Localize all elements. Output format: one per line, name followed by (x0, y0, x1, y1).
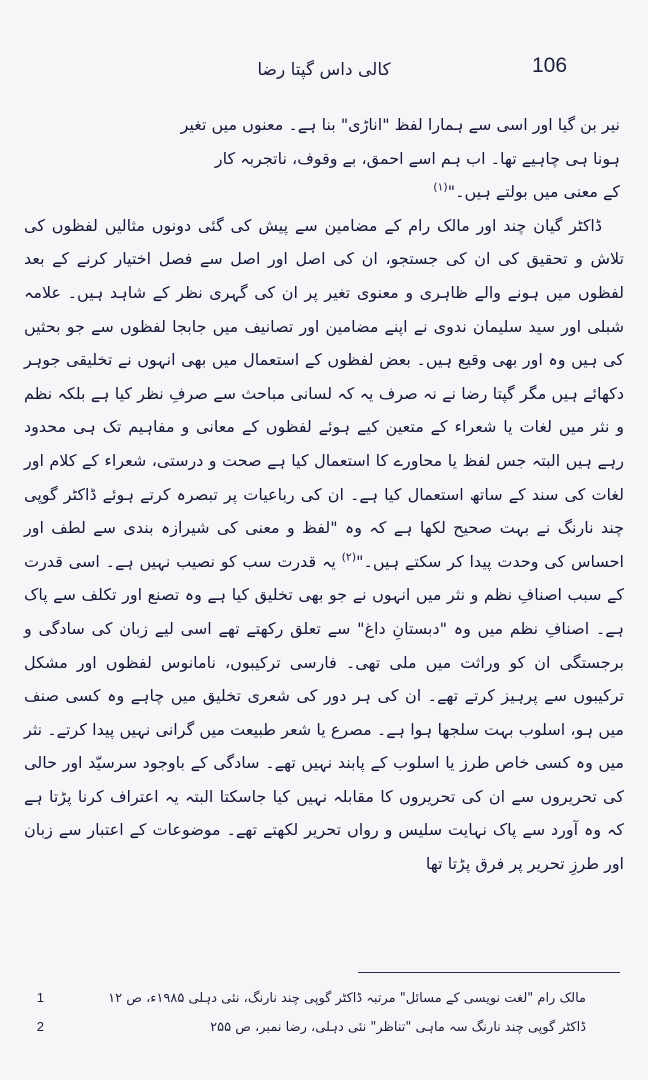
quote-line (124, 175, 620, 209)
footnote-ref: (۲) (341, 550, 357, 564)
page-number: 106 (532, 54, 568, 77)
footnote-number: 2 (36, 1019, 44, 1034)
quote-line-text: کے معنی میں بولتے ہیں۔" (447, 182, 620, 202)
footnote (24, 984, 626, 1013)
block-quote (24, 108, 624, 209)
paragraph-text: ڈاکٹر گیان چند اور مالک رام کے مضامین سے پیش کی گئی دونوں مثالیں لفظوں کی تلاش و تحقیق کی ان کی جستجو، ان کی اصل اور اصل سے فصل اختیار کرنے کے بعد لفظوں میں ہونے والے ظاہری و معنوی تغیر پر ان کی گہری نظر کے شاہد ہیں۔ علامہ شبلی اور سید سلیمان ندوی نے اپنے مضامین اور تصانیف میں جابجا لفظوں سے جو بحثیں کی ہیں وہ اور بھی وقیع ہیں۔ بعض لفظوں کے استعمال میں بھی انہوں نے تخلیقی جوہر دکھائے ہیں مگر گپتا رضا نے نہ صرف یہ کہ لسانی مباحث سے صرفِ نظر کیا ہے بلکہ نظم و نثر میں لغات یا شعراء کے متعین کیے ہوئے لفظوں کے معانی و مفاہیم تک ہی محدود رہے ہیں البتہ جس لفظ یا محاورے کا استعمال کیا ہے صحت و درستی، شعراء کے کلام اور لغات کی سند کے ساتھ استعمال کیا ہے۔ ان کی رباعیات پر تبصرہ کرتے ہوئے ڈاکٹر گوپی چند نارنگ نے بہت صحیح لکھا ہے کہ وہ "لفظ و معنی کی شیرازہ بندی سے لطف اور احساس کی وحدت پیدا کر سکتے ہیں۔" (24, 215, 624, 571)
footnotes (24, 984, 626, 1042)
paragraph (24, 209, 624, 881)
running-header: کالی داس گپتا رضا (257, 60, 391, 80)
quote-line: ہونا ہی چاہیے تھا۔ اب ہم اسے احمق، بے وقوف، ناتجربہ کار (214, 148, 620, 168)
footnote-ref: (۱) (433, 180, 448, 194)
quote-line: نیر بن گیا اور اسی سے ہمارا لفظ "اناڑی" بنا ہے۔ معنوں میں تغیر (180, 115, 620, 134)
paragraph-text-continued: یہ قدرت سب کو نصیب نہیں ہے۔ اسی قدرت کے سبب اصنافِ نظم و نثر میں انہوں نے جو بھی تخلیق کیا ہے وہ تصنع اور تکلف سے پاک ہے۔ اصنافِ نظم میں وہ "دبستانِ داغ" سے تعلق رکھتے تھے اسی لیے زبان کی سادگی و برجستگی ان کو وراثت میں ملی تھی۔ فارسی ترکیبوں، نامانوس لفظوں اور مشکل ترکیبوں سے پرہیز کرتے تھے۔ ان کی ہر دور کی شعری تخلیق میں چاہے وہ کسی صنف میں ہو، اسلوب بہت سلجھا ہوا ہے۔ مصرع یا شعر طبیعت میں گرانی نہیں پیدا کرتے۔ نثر میں وہ کسی خاص طرز یا اسلوب کے پابند نہیں تھے۔ سادگی کے باوجود سرسیّد اور حالی کی تحریروں سے ان کی تحریروں کا مقابلہ نہیں کیا جاسکتا البتہ یہ اعتراف کرنا پڑتا ہے کہ وہ آورد سے پاک نہایت سلیس و رواں تحریر لکھتے تھے۔ موضوعات کے اعتبار سے زبان اور طرزِ تحریر پر فرق پڑتا تھا (24, 551, 624, 874)
footnote-number: 1 (36, 990, 44, 1005)
footnote (24, 1013, 626, 1042)
footnote-text: مالک رام "لغت نویسی کے مسائل" مرتبہ ڈاکٹر گوپی چند نارنگ، نئی دہلی ۱۹۸۵ء، ص ۱۲ (108, 991, 586, 1006)
footnote-text: ڈاکٹر گوپی چند نارنگ سہ ماہی "تناظر" نئی دہلی، رضا نمبر، ص ۲۵۵ (210, 1020, 586, 1035)
footnote-divider (358, 972, 620, 973)
main-text (24, 108, 624, 881)
